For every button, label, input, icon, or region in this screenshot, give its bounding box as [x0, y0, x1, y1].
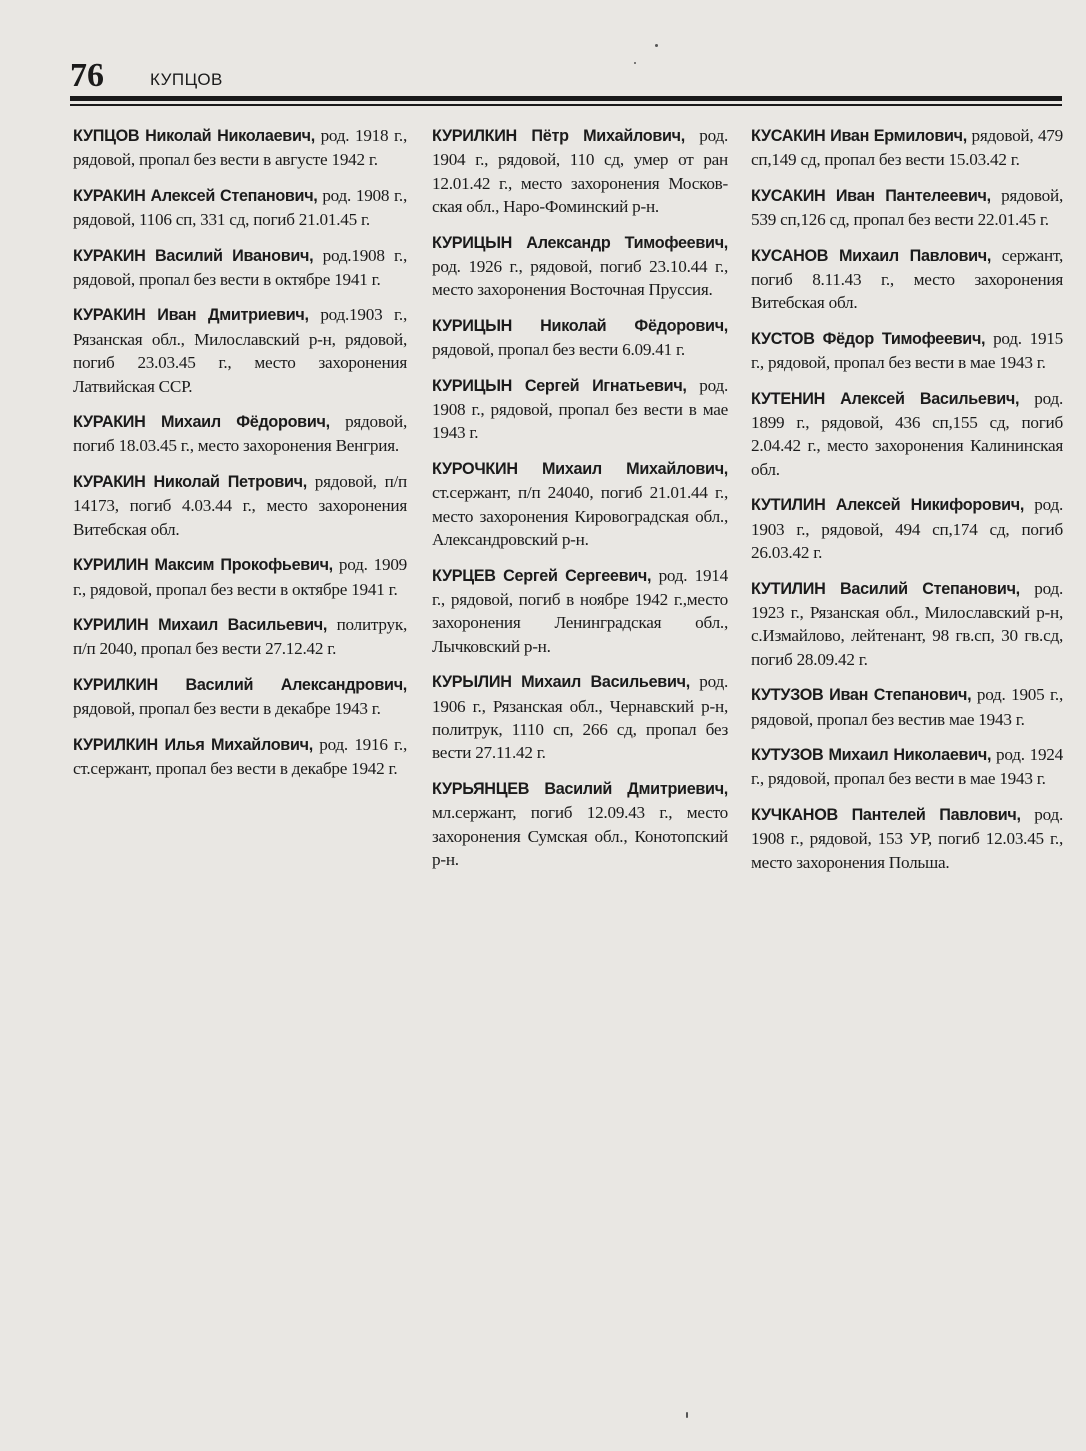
entry-name: КУСТОВ Фёдор Тимофеевич, [751, 329, 986, 348]
entry [73, 470, 407, 541]
entry [432, 374, 728, 445]
header-rule-thick [70, 96, 1062, 101]
paper-speck [655, 44, 658, 47]
entry-text: род. 1916 г., ст.сержант, пропал без вести в декабре 1942 г. [73, 734, 407, 778]
entry-text: рядовой, 479 сп,149 сд, пропал без вести 15.03.42 г. [751, 126, 1063, 170]
entry-name: КУРИЛИН Максим Прокофьевич, [73, 556, 333, 575]
paper-speck [686, 1412, 688, 1418]
entry-name: КУРАКИН Иван Дмитриевич, [73, 306, 309, 325]
entry-name: КУРОЧКИН Михаил Михайлович, [432, 459, 728, 478]
entry-text: род. 1914 г., рядовой, погиб в ноябре 1942 г.,место захоронения Ленинградская обл., Лычковский р-н. [432, 565, 728, 656]
entry [73, 124, 407, 172]
entry-text: мл.сержант, погиб 12.09.43 г., место захоронения Сумская обл., Конотопский р-н. [432, 803, 728, 869]
entry [432, 777, 728, 872]
entry-name: КУРЫЛИН Михаил Васильевич, [432, 673, 690, 692]
entry-text: рядовой, 539 сп,126 сд, пропал без вести 22.01.45 г. [751, 185, 1063, 230]
entry-name: КУТУЗОВ Иван Степанович, [751, 686, 972, 705]
entry-text: род. 1908 г., рядовой, 1106 сп, 331 сд, погиб 21.01.45 г. [73, 185, 407, 230]
paper-speck [634, 62, 636, 64]
entry-name: КУСАКИН Иван Пантелеевич, [751, 186, 991, 205]
entry-text: ст.сержант, п/п 24040, погиб 21.01.44 г., место захоронения Кировоградская обл., Александровский р-н. [432, 483, 728, 550]
entry-text: род. 1899 г., рядовой, 436 сп,155 сд, погиб 2.04.42 г., место захоронения Калининская обл. [751, 388, 1063, 479]
entry-name: КУРИЦЫН Александр Тимофеевич, [432, 233, 728, 252]
entry-text: сержант, погиб 8.11.43 г., место захоронения Витебская обл. [751, 245, 1064, 313]
entry-text: род.1903 г., Рязанская обл., Милославский р-н, рядовой, погиб 23.03.45 г., место захоронения Латвийская ССР. [73, 305, 407, 396]
entry-name: КУРИЛКИН Пётр Михайлович, [432, 127, 685, 145]
entry-name: КУРИЦЫН Сергей Игнатьевич, [432, 376, 687, 395]
entry [432, 124, 728, 219]
entry-text: род. 1923 г., Рязанская обл., Милославский р-н, с.Измайлово, лейтенант, 98 гв.сп, 30 гв.сд, погиб 28.09.42 г. [751, 578, 1063, 669]
running-title: КУПЦОВ [150, 70, 223, 89]
entry-text: род. 1918 г., рядовой, пропал без вести в августе 1942 г. [73, 126, 408, 170]
entry [751, 683, 1063, 731]
entry [751, 124, 1063, 172]
entry [73, 410, 407, 458]
entry-text: род. 1906 г., Рязанская обл., Чернавский р-н, политрук, 1110 сп, 266 сд, пропал без вести 27.11.42 г. [432, 672, 728, 763]
entry-name: КУТИЛИН Василий Степанович, [751, 579, 1020, 598]
entry [73, 613, 407, 661]
entry [432, 564, 728, 659]
entry [73, 184, 407, 232]
entry-name: КУРИЦЫН Николай Фёдорович, [432, 316, 728, 335]
entry-name: КУТУЗОВ Михаил Николаевич, [751, 745, 992, 764]
page-header [70, 56, 1062, 108]
entry [73, 303, 407, 398]
entry-text: род. 1908 г., рядовой, 153 УР, погиб 12.03.45 г., место захоронения Польша. [751, 804, 1063, 872]
entry-name: КУРИЛКИН Василий Александрович, [73, 675, 407, 694]
entry-text: род. 1926 г., рядовой, погиб 23.10.44 г., место захоронения Восточная Пруссия. [432, 257, 728, 300]
entry [751, 493, 1063, 564]
header-rule-thin [70, 104, 1062, 106]
column-2 [432, 124, 728, 883]
entry-name: КУЧКАНОВ Пантелей Павлович, [751, 805, 1021, 824]
entry-text: рядовой, пропал без вести в декабре 1943 г. [73, 699, 381, 719]
entry [432, 314, 728, 362]
column-1 [73, 124, 407, 792]
entry-name: КУРАКИН Николай Петрович, [73, 472, 307, 491]
entry-text: род. 1924 г., рядовой, пропал без вести в мае 1943 г. [751, 744, 1063, 789]
entry [73, 553, 407, 601]
entry-text: род. 1909 г., рядовой, пропал без вести в октябре 1941 г. [73, 555, 408, 599]
entry [432, 457, 728, 552]
entry-text: род. 1904 г., рядовой, 110 сд, умер от ран 12.01.42 г., место захоронения Москов-ская обл., Наро-Фоминский р-н. [432, 126, 729, 217]
entry [751, 327, 1063, 375]
entry [73, 733, 407, 781]
entry-text: род. 1908 г., рядовой, пропал без вести в мае 1943 г. [432, 375, 728, 443]
entry [751, 743, 1063, 791]
entry [751, 387, 1063, 482]
entry-text: род. 1915 г., рядовой, пропал без вести в мае 1943 г. [751, 328, 1063, 373]
entry-text: род. 1905 г., рядовой, пропал без вестив мае 1943 г. [751, 685, 1063, 729]
entry-name: КУРЦЕВ Сергей Сергеевич, [432, 566, 652, 585]
entry-name: КУРЬЯНЦЕВ Василий Дмитриевич, [432, 779, 728, 798]
column-3 [751, 124, 1063, 886]
entry-name: КУРИЛКИН Илья Михайлович, [73, 735, 313, 754]
entry-name: КУРАКИН Алексей Степанович, [73, 186, 318, 205]
entry [432, 231, 728, 302]
entry-text: рядовой, погиб 18.03.45 г., место захоронения Венгрия. [73, 412, 407, 456]
entry-name: КУТИЛИН Алексей Никифорович, [751, 496, 1025, 515]
entry-text: рядовой, пропал без вести 6.09.41 г. [432, 340, 685, 360]
entry [751, 184, 1063, 232]
entry-name: КУСАКИН Иван Ермилович, [751, 127, 967, 145]
entry [73, 673, 407, 721]
entry-text: рядовой, п/п 14173, погиб 4.03.44 г., место захоронения Витебская обл. [73, 471, 407, 539]
entry [73, 244, 407, 292]
entry-name: КУРАКИН Василий Иванович, [73, 246, 314, 265]
entry [751, 803, 1063, 874]
entry-name: КУРАКИН Михаил Фёдорович, [73, 413, 330, 432]
entry [432, 670, 728, 765]
entry-text: род.1908 г., рядовой, пропал без вести в октябре 1941 г. [73, 245, 407, 290]
entry [751, 577, 1063, 672]
entry-text: род. 1903 г., рядовой, 494 сп,174 сд, погиб 26.03.42 г. [751, 495, 1064, 563]
entry-name: КУТЕНИН Алексей Васильевич, [751, 389, 1020, 408]
entry-name: КУРИЛИН Михаил Васильевич, [73, 615, 328, 634]
entry-name: КУСАНОВ Михаил Павлович, [751, 246, 992, 265]
entry [751, 244, 1063, 315]
entry-text: политрук, п/п 2040, пропал без вести 27.12.42 г. [73, 614, 407, 659]
page-number: 76 [70, 57, 104, 94]
entry-name: КУПЦОВ Николай Николаевич, [73, 127, 315, 145]
